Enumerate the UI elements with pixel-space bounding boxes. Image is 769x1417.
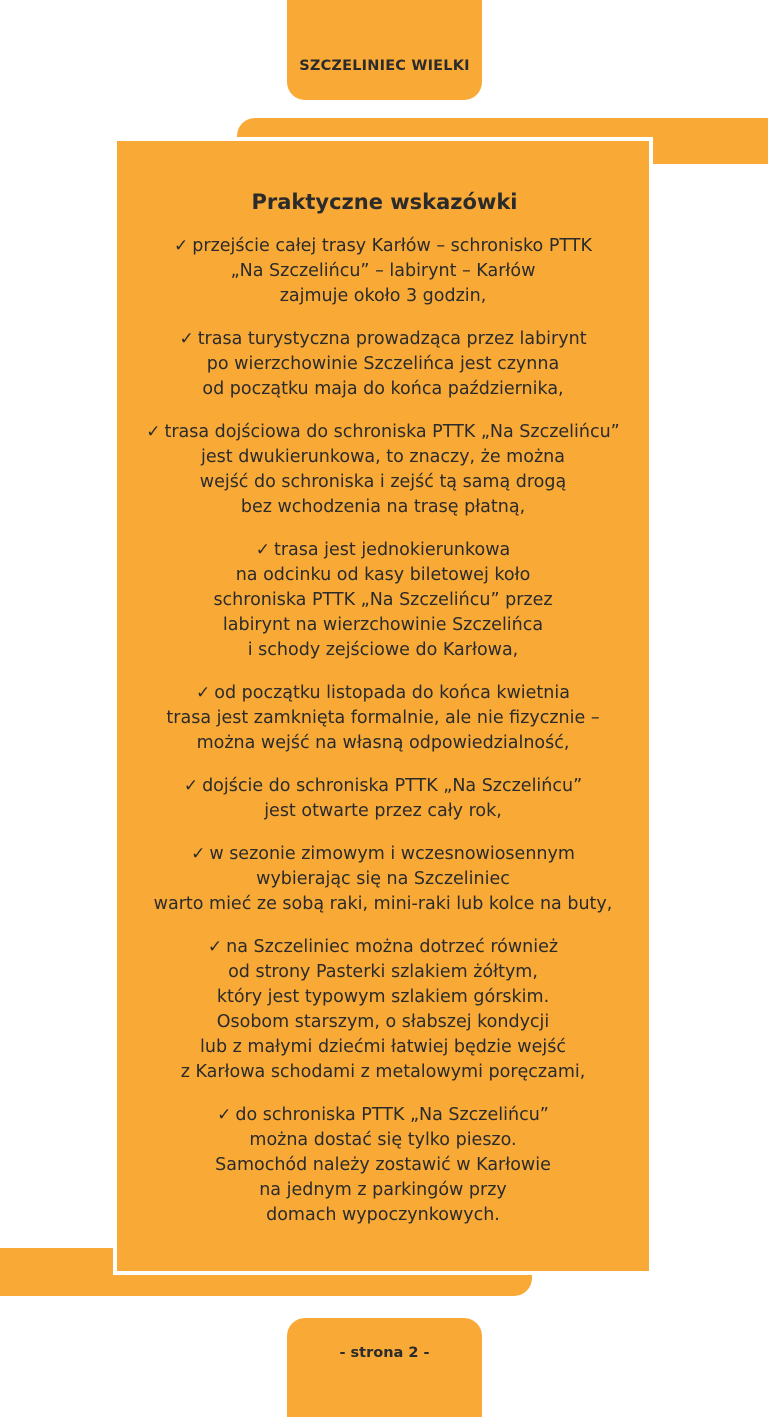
tip-text: labirynt na wierzchowinie Szczelińca (222, 615, 544, 635)
tip-text: i schody zejściowe do Karłowa, (247, 640, 519, 660)
tip-text: który jest typowym szlakiem górskim. (216, 987, 550, 1007)
tip-text: trasa jest zamknięta formalnie, ale nie fizycznie – (166, 708, 600, 728)
tip-line (117, 1153, 649, 1178)
checkmark-icon: ✓ (196, 683, 211, 703)
tip-line (117, 681, 649, 706)
tip-item (117, 1103, 649, 1228)
tip-text: przejście całej trasy Karłów – schronisko PTTK (192, 236, 592, 256)
tip-line (117, 867, 649, 892)
tip-text: lub z małymi dziećmi łatwiej będzie wejść (200, 1037, 566, 1057)
tip-item (117, 420, 649, 520)
tip-line (117, 1035, 649, 1060)
tip-text: jest dwukierunkowa, to znaczy, że można (201, 447, 565, 467)
tip-line (117, 538, 649, 563)
tip-line (117, 799, 649, 824)
tip-text: na odcinku od kasy biletowej koło (235, 565, 531, 585)
checkmark-icon: ✓ (255, 540, 270, 560)
tip-text: można wejść na własną odpowiedzialność, (196, 733, 570, 753)
tip-item (117, 538, 649, 663)
tip-item (117, 234, 649, 309)
tip-text: domach wypoczynkowych. (266, 1205, 500, 1225)
tip-text: można dostać się tylko pieszo. (249, 1130, 517, 1150)
tip-line (117, 842, 649, 867)
tip-line (117, 1178, 649, 1203)
checkmark-icon: ✓ (183, 776, 199, 796)
tips-list (117, 234, 649, 1246)
tip-line (117, 445, 649, 470)
tip-line (117, 892, 649, 917)
tip-item (117, 842, 649, 917)
tip-item (117, 681, 649, 756)
tip-line (117, 563, 649, 588)
page-number: - strona 2 - (339, 1345, 430, 1361)
tip-line (117, 1010, 649, 1035)
tip-text: do schroniska PTTK „Na Szczelińcu” (235, 1105, 549, 1125)
tip-line (117, 1203, 649, 1228)
tip-text: Samochód należy zostawić w Karłowie (215, 1155, 551, 1175)
tip-text: po wierzchowinie Szczelińca jest czynna (206, 354, 560, 374)
tip-text: trasa turystyczna prowadząca przez labirynt (197, 329, 587, 349)
tip-line (117, 234, 649, 259)
tip-text: schroniska PTTK „Na Szczelińcu” przez (213, 590, 553, 610)
tip-line (117, 284, 649, 309)
tip-line (117, 495, 649, 520)
tip-line (117, 960, 649, 985)
tip-line (117, 774, 649, 799)
tip-line (117, 731, 649, 756)
tip-text: trasa jest jednokierunkowa (273, 540, 511, 560)
tip-item (117, 774, 649, 824)
checkmark-icon: ✓ (146, 422, 161, 442)
tip-item (117, 935, 649, 1085)
checkmark-icon: ✓ (207, 937, 223, 957)
tip-text: „Na Szczelińcu” – labirynt – Karłów (230, 261, 536, 281)
tip-line (117, 1060, 649, 1085)
checkmark-icon: ✓ (191, 844, 206, 864)
tip-line (117, 1128, 649, 1153)
checkmark-icon: ✓ (179, 329, 194, 349)
tip-line (117, 638, 649, 663)
tip-line (117, 327, 649, 352)
tip-text: Osobom starszym, o słabszej kondycji (216, 1012, 550, 1032)
tip-line (117, 706, 649, 731)
footer-tab (287, 1318, 482, 1417)
tip-text: w sezonie zimowym i wczesnowiosennym (209, 844, 575, 864)
tip-text: od początku listopada do końca kwietnia (214, 683, 570, 703)
tip-line (117, 420, 649, 445)
tip-text: dojście do schroniska PTTK „Na Szczelińcu” (202, 776, 583, 796)
tip-text: trasa dojściowa do schroniska PTTK „Na Szczelińcu” (164, 422, 620, 442)
tip-text: od początku maja do końca października, (202, 379, 564, 399)
tip-text: wejść do schroniska i zejść tą samą drogą (199, 472, 567, 492)
tip-text: jest otwarte przez cały rok, (264, 801, 502, 821)
checkmark-icon: ✓ (217, 1105, 232, 1125)
tip-line (117, 259, 649, 284)
tip-text: wybierając się na Szczeliniec (256, 869, 510, 889)
tip-text: na Szczeliniec można dotrzeć również (226, 937, 559, 957)
tip-line (117, 613, 649, 638)
checkmark-icon: ✓ (174, 236, 189, 256)
tip-text: warto mieć ze sobą raki, mini-raki lub kolce na buty, (153, 894, 613, 914)
tip-line (117, 935, 649, 960)
tip-line (117, 1103, 649, 1128)
tip-item (117, 327, 649, 402)
header-tab (287, 0, 482, 100)
tip-line (117, 588, 649, 613)
tip-line (117, 470, 649, 495)
tip-text: na jednym z parkingów przy (259, 1180, 507, 1200)
tip-text: od strony Pasterki szlakiem żółtym, (228, 962, 538, 982)
tip-line (117, 352, 649, 377)
tip-line (117, 985, 649, 1010)
tip-text: bez wchodzenia na trasę płatną, (240, 497, 526, 517)
page-title: Praktyczne wskazówki (251, 190, 518, 214)
header-title: SZCZELINIEC WIELKI (299, 58, 470, 74)
tip-text: z Karłowa schodami z metalowymi poręczami, (180, 1062, 586, 1082)
tip-line (117, 377, 649, 402)
tip-text: zajmuje około 3 godzin, (279, 286, 487, 306)
